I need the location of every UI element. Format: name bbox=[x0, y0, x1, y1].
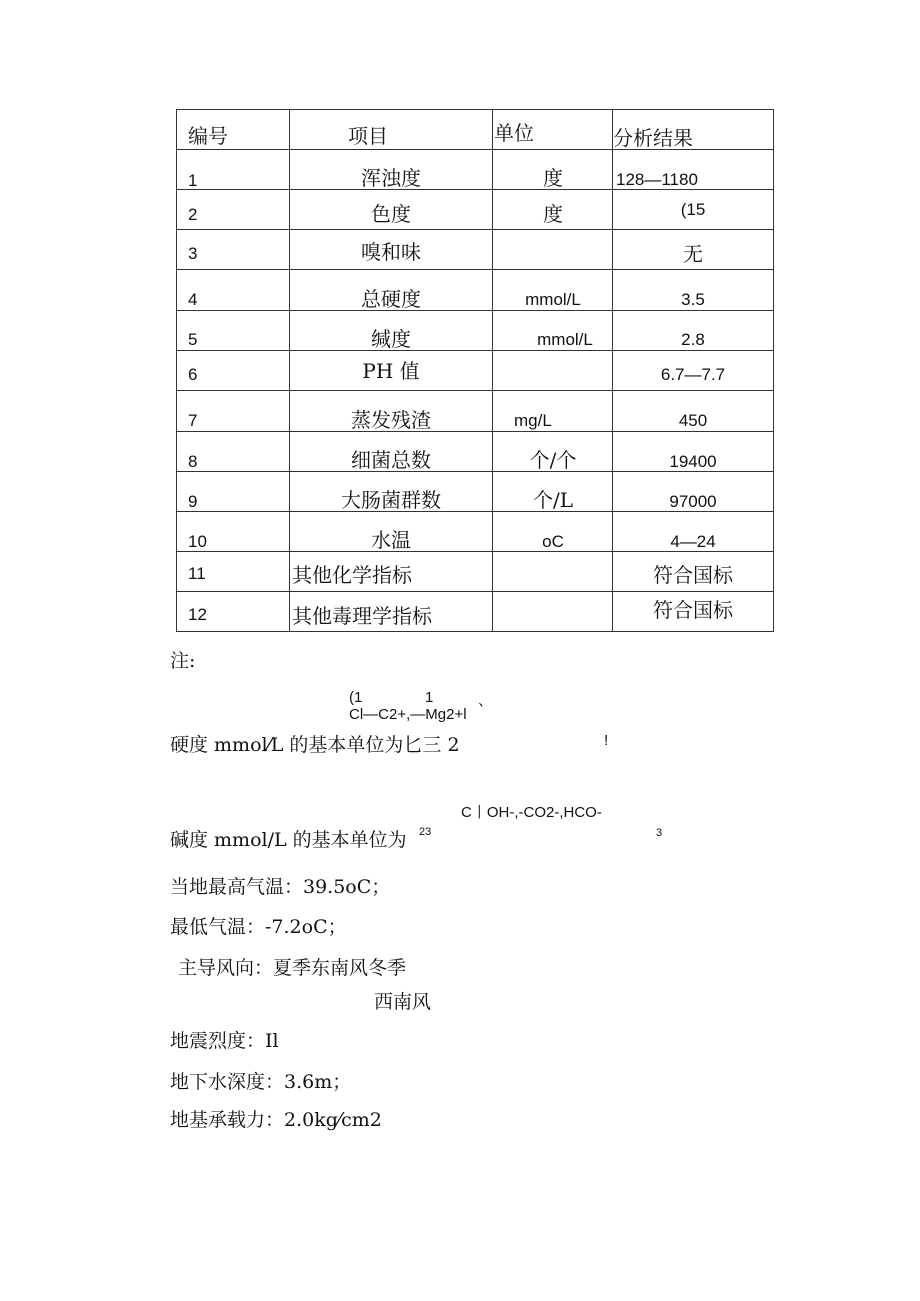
row-item: 水温 bbox=[371, 528, 411, 552]
row-result: 2.8 bbox=[681, 330, 705, 349]
row-number: 7 bbox=[188, 411, 198, 430]
row-item: 嗅和味 bbox=[361, 240, 421, 264]
row-item: 其他毒理学指标 bbox=[292, 604, 432, 628]
min-temperature: 最低气温：-7.2oC； bbox=[170, 916, 347, 938]
row-item: PH 值 bbox=[362, 359, 420, 383]
header-result: 分析结果 bbox=[613, 126, 693, 150]
row-unit: 度 bbox=[543, 202, 563, 226]
row-number: 12 bbox=[188, 605, 207, 624]
row-item: 其他化学指标 bbox=[292, 563, 412, 587]
table-row bbox=[176, 149, 774, 190]
row-number: 6 bbox=[188, 365, 198, 384]
hardness-fraction-mid: 1 bbox=[425, 689, 434, 706]
notes-label: 注: bbox=[170, 650, 196, 672]
row-result: 符合国标 bbox=[653, 598, 733, 622]
table-row bbox=[176, 350, 774, 391]
table-row bbox=[176, 390, 774, 432]
seismic-intensity: 地震烈度：Il bbox=[170, 1030, 279, 1052]
row-item: 蒸发残渣 bbox=[351, 408, 431, 432]
hardness-mark: ! bbox=[604, 732, 609, 749]
row-unit: mg/L bbox=[514, 411, 552, 430]
row-unit: 个/个 bbox=[529, 448, 577, 472]
row-unit: mmol/L bbox=[525, 290, 581, 309]
water-quality-table bbox=[176, 109, 774, 631]
row-result: 6.7—7.7 bbox=[660, 365, 726, 384]
row-result: (15 bbox=[680, 200, 706, 219]
table-row bbox=[176, 310, 774, 351]
row-item: 缄度 bbox=[371, 327, 411, 351]
table-row bbox=[176, 591, 774, 632]
hardness-fraction-mark: 、 bbox=[478, 692, 494, 709]
row-number: 3 bbox=[188, 244, 198, 263]
table-row bbox=[176, 269, 774, 311]
row-number: 2 bbox=[188, 205, 198, 224]
table-row bbox=[176, 229, 774, 270]
row-number: 4 bbox=[188, 290, 198, 309]
alkalinity-superscript: 23 bbox=[419, 826, 432, 838]
alkalinity-formula: C丨OH-,-CO2-,HCO- bbox=[461, 804, 602, 821]
table-row bbox=[176, 431, 774, 472]
table-row bbox=[176, 511, 774, 552]
row-item: 总硬度 bbox=[361, 287, 421, 311]
alkalinity-subscript: 3 bbox=[656, 827, 663, 839]
header-unit: 单位 bbox=[494, 121, 534, 145]
hardness-note: 硬度 mmol⁄L 的基本单位为匕三 2 bbox=[170, 734, 460, 756]
prevailing-wind-continued: 西南风 bbox=[374, 991, 432, 1013]
header-item: 项目 bbox=[348, 124, 388, 148]
row-result: 符合国标 bbox=[653, 563, 733, 587]
row-result: 128—1180 bbox=[616, 170, 698, 189]
row-unit: mmol/L bbox=[537, 330, 593, 349]
row-item: 大肠菌群数 bbox=[341, 488, 441, 512]
row-number: 10 bbox=[188, 532, 207, 551]
alkalinity-note: 碱度 mmol/L 的基本单位为 bbox=[170, 829, 407, 851]
bearing-capacity: 地基承载力：2.0kg⁄cm2 bbox=[170, 1109, 382, 1131]
row-number: 11 bbox=[188, 564, 206, 583]
row-item: 色度 bbox=[371, 202, 411, 226]
row-item: 浑浊度 bbox=[361, 166, 421, 190]
table-header-row bbox=[176, 109, 774, 150]
row-result: 19400 bbox=[669, 452, 717, 471]
groundwater-depth: 地下水深度：3.6m； bbox=[170, 1071, 352, 1093]
row-number: 8 bbox=[188, 452, 198, 471]
row-result: 4—24 bbox=[670, 532, 716, 551]
hardness-fraction-left: (1 bbox=[349, 689, 363, 706]
table-row bbox=[176, 471, 774, 512]
row-result: 97000 bbox=[669, 492, 717, 511]
row-result: 3.5 bbox=[681, 290, 705, 309]
row-result: 450 bbox=[678, 411, 708, 430]
header-number: 编号 bbox=[188, 124, 228, 148]
row-number: 9 bbox=[188, 492, 198, 511]
row-unit: 个/L bbox=[532, 488, 574, 512]
prevailing-wind: 主导风向：夏季东南风冬季 bbox=[178, 957, 407, 979]
hardness-formula: Cl—C2+,—Mg2+l bbox=[349, 706, 467, 723]
table-row bbox=[176, 189, 774, 230]
max-temperature: 当地最高气温：39.5oC； bbox=[170, 876, 391, 898]
row-number: 1 bbox=[188, 171, 198, 190]
row-result: 无 bbox=[683, 242, 703, 266]
table-row bbox=[176, 551, 774, 592]
row-item: 细菌总数 bbox=[351, 448, 431, 472]
row-unit: 度 bbox=[543, 166, 563, 190]
row-number: 5 bbox=[188, 330, 198, 349]
row-unit: oC bbox=[542, 532, 564, 551]
